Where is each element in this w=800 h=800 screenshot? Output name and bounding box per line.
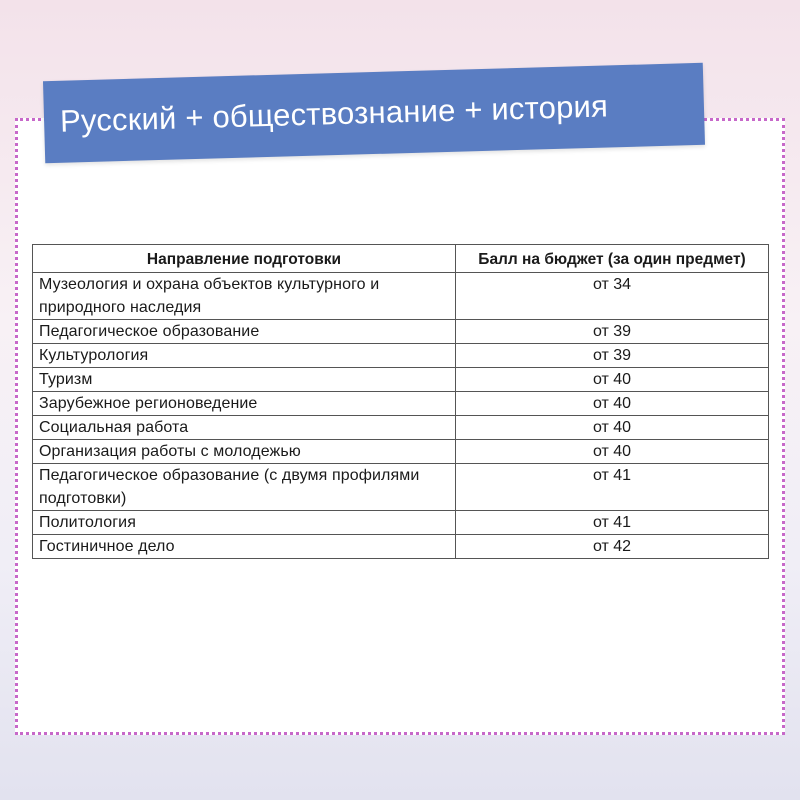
row-score: от 40 <box>456 416 769 440</box>
table-row <box>33 535 769 559</box>
row-direction: Политология <box>33 511 456 535</box>
table-header-row <box>33 245 769 273</box>
row-direction: Культурология <box>33 344 456 368</box>
row-score: от 40 <box>456 440 769 464</box>
header-score: Балл на бюджет (за один предмет) <box>456 245 769 273</box>
row-direction: Педагогическое образование (с двумя профилями подготовки) <box>33 464 456 511</box>
header-direction: Направление подготовки <box>33 245 456 273</box>
row-score: от 41 <box>456 464 769 511</box>
row-direction: Музеология и охрана объектов культурного и природного наследия <box>33 273 456 320</box>
row-score: от 40 <box>456 368 769 392</box>
table-row <box>33 273 769 320</box>
row-direction: Гостиничное дело <box>33 535 456 559</box>
row-score: от 40 <box>456 392 769 416</box>
table-row <box>33 368 769 392</box>
row-direction: Организация работы с молодежью <box>33 440 456 464</box>
row-direction: Зарубежное регионоведение <box>33 392 456 416</box>
row-direction: Туризм <box>33 368 456 392</box>
page-title: Русский + обществознание + история <box>59 88 609 139</box>
table-row <box>33 464 769 511</box>
row-score: от 39 <box>456 320 769 344</box>
scores-table <box>32 244 769 559</box>
row-score: от 39 <box>456 344 769 368</box>
table-row <box>33 416 769 440</box>
table-row <box>33 344 769 368</box>
table-row <box>33 440 769 464</box>
row-score: от 42 <box>456 535 769 559</box>
row-direction: Педагогическое образование <box>33 320 456 344</box>
row-score: от 34 <box>456 273 769 320</box>
row-direction: Социальная работа <box>33 416 456 440</box>
row-score: от 41 <box>456 511 769 535</box>
table-row <box>33 511 769 535</box>
table-row <box>33 392 769 416</box>
table-row <box>33 320 769 344</box>
